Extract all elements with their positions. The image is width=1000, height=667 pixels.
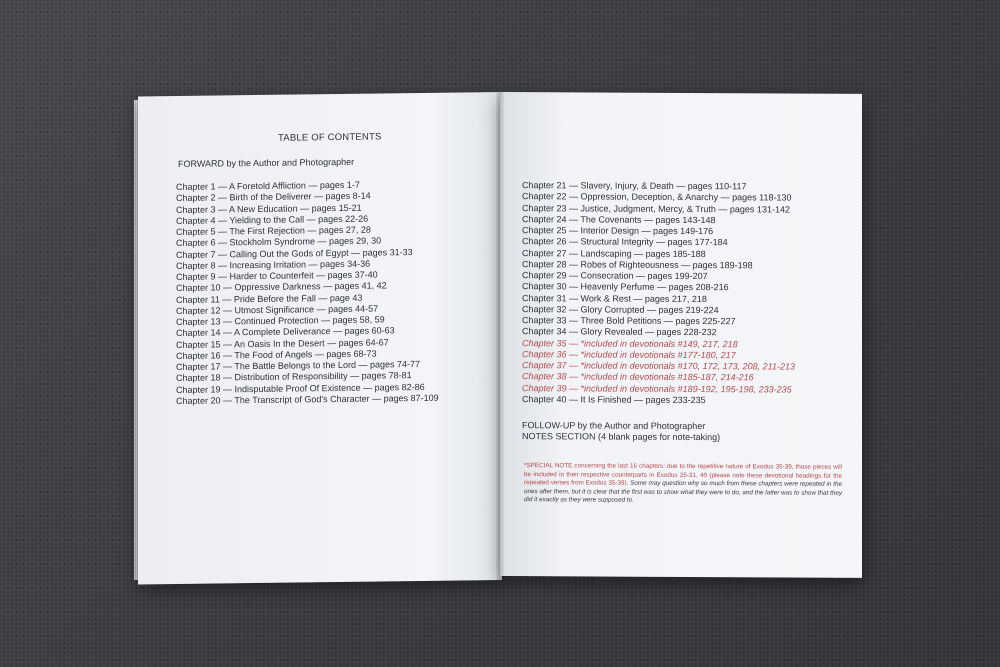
special-note [524,462,842,507]
chapter-entry: Chapter 8 — Increasing Irritation — pages 34-36 [176,258,371,271]
chapter-entry: Chapter 15 — An Oasis In the Desert — pages 64-67 [176,336,389,350]
chapter-entry: Chapter 31 — Work & Rest — pages 217, 218 [522,292,707,304]
chapter-entry-special: Chapter 38 — *included in devotionals #185-187, 214-216 [522,371,754,383]
chapter-entry: Chapter 40 — It Is Finished — pages 233-235 [522,393,706,405]
chapter-entry: Chapter 2 — Birth of the Deliverer — pages 8-14 [176,190,371,204]
forward-line: FORWARD by the Author and Photographer [178,156,355,169]
chapter-entry: Chapter 24 — The Covenants — pages 143-148 [522,213,716,225]
chapter-entry: Chapter 9 — Harder to Counterfeit — pages 37-40 [176,269,378,282]
followup-line: FOLLOW-UP by the Author and Photographer [522,420,706,432]
chapter-entry: Chapter 30 — Heavenly Perfume — pages 208-216 [522,281,729,293]
chapter-entry: Chapter 28 — Robes of Righteousness — pages 189-198 [522,258,753,271]
chapter-entry: Chapter 32 — Glory Corrupted — pages 219-224 [522,303,719,315]
special-note-italic-text: Some may question why so much from these chapters were repeated in the ones after them, but it is clear that the first was to show what they were to do, and the latter was to show that they did it exactly as they were supposed to. [524,479,842,505]
chapter-entry-special: Chapter 36 — *included in devotionals #177-180, 217 [522,348,736,360]
chapter-entry: Chapter 34 — Glory Revealed — pages 228-232 [522,326,717,338]
chapter-entry: Chapter 20 — The Transcript of God's Character — pages 87-109 [176,392,439,406]
chapter-entry: Chapter 11 — Pride Before the Fall — page 43 [176,292,363,305]
chapter-entry: Chapter 10 — Oppressive Darkness — pages 41, 42 [176,280,387,294]
right-chapter-list [522,180,795,406]
chapter-entry: Chapter 3 — A New Education — pages 15-21 [176,202,362,215]
chapter-entry-special: Chapter 35 — *included in devotionals #149, 217, 218 [522,337,738,349]
chapter-entry: Chapter 12 — Utmost Significance — pages 44-57 [176,303,379,316]
chapter-entry: Chapter 27 — Landscaping — pages 185-188 [522,247,706,259]
chapter-entry: Chapter 25 — Interior Design — pages 149-176 [522,225,714,237]
chapter-entry: Chapter 21 — Slavery, Injury, & Death — pages 110-117 [522,180,747,192]
chapter-entry: Chapter 16 — The Food of Angels — pages 68-73 [176,348,377,361]
chapter-entry: Chapter 17 — The Battle Belongs to the Lord — pages 74-77 [176,359,420,372]
chapter-entry: Chapter 18 — Distribution of Responsibility — pages 78-81 [176,370,412,384]
chapter-entry: Chapter 29 — Consecration — pages 199-207 [522,270,708,282]
followup-block [522,420,720,443]
chapter-entry: Chapter 13 — Continued Protection — pages 58, 59 [176,314,385,327]
left-page [138,92,502,584]
chapter-entry: Chapter 14 — A Complete Deliverance — pages 60-63 [176,325,395,339]
chapter-entry: Chapter 23 — Justice, Judgment, Mercy, & Truth — pages 131-142 [522,202,790,215]
toc-title: TABLE OF CONTENTS [278,131,382,144]
chapter-entry-special: Chapter 39 — *included in devotionals #189-192, 195-198, 233-235 [522,382,792,395]
chapter-entry: Chapter 22 — Oppression, Deception, & Anarchy — pages 118-130 [522,191,792,203]
chapter-entry-special: Chapter 37 — *included in devotionals #170, 172, 173, 208, 211-213 [522,360,796,372]
left-chapter-list [176,179,439,407]
chapter-entry: Chapter 26 — Structural Integrity — pages 177-184 [522,236,728,248]
chapter-entry: Chapter 7 — Calling Out the Gods of Egypt — pages 31-33 [176,246,413,260]
book-gutter [496,92,504,580]
notes-section-line: NOTES SECTION (4 blank pages for note-taking) [522,431,721,443]
right-page [500,92,862,578]
chapter-entry: Chapter 6 — Stockholm Syndrome — pages 29, 30 [176,235,382,249]
chapter-entry: Chapter 4 — Yielding to the Call — pages 22-26 [176,213,369,226]
chapter-entry: Chapter 33 — Three Bold Petitions — pages 225-227 [522,315,736,327]
chapter-entry: Chapter 5 — The First Rejection — pages 27, 28 [176,224,371,237]
chapter-entry: Chapter 1 — A Foretold Affliction — pages 1-7 [176,179,360,192]
chapter-entry: Chapter 19 — Indisputable Proof Of Existence — pages 82-86 [176,381,425,395]
special-note-red-text: *SPECIAL NOTE concerning the last 16 chapters: due to the repetitive nature of Exodus 35-39, those pieces will be included in their respective counterparts in Exodus 25-31, 40 (please note these devotional headings for the repeated verses from Exodus 35-39). [524,462,842,487]
